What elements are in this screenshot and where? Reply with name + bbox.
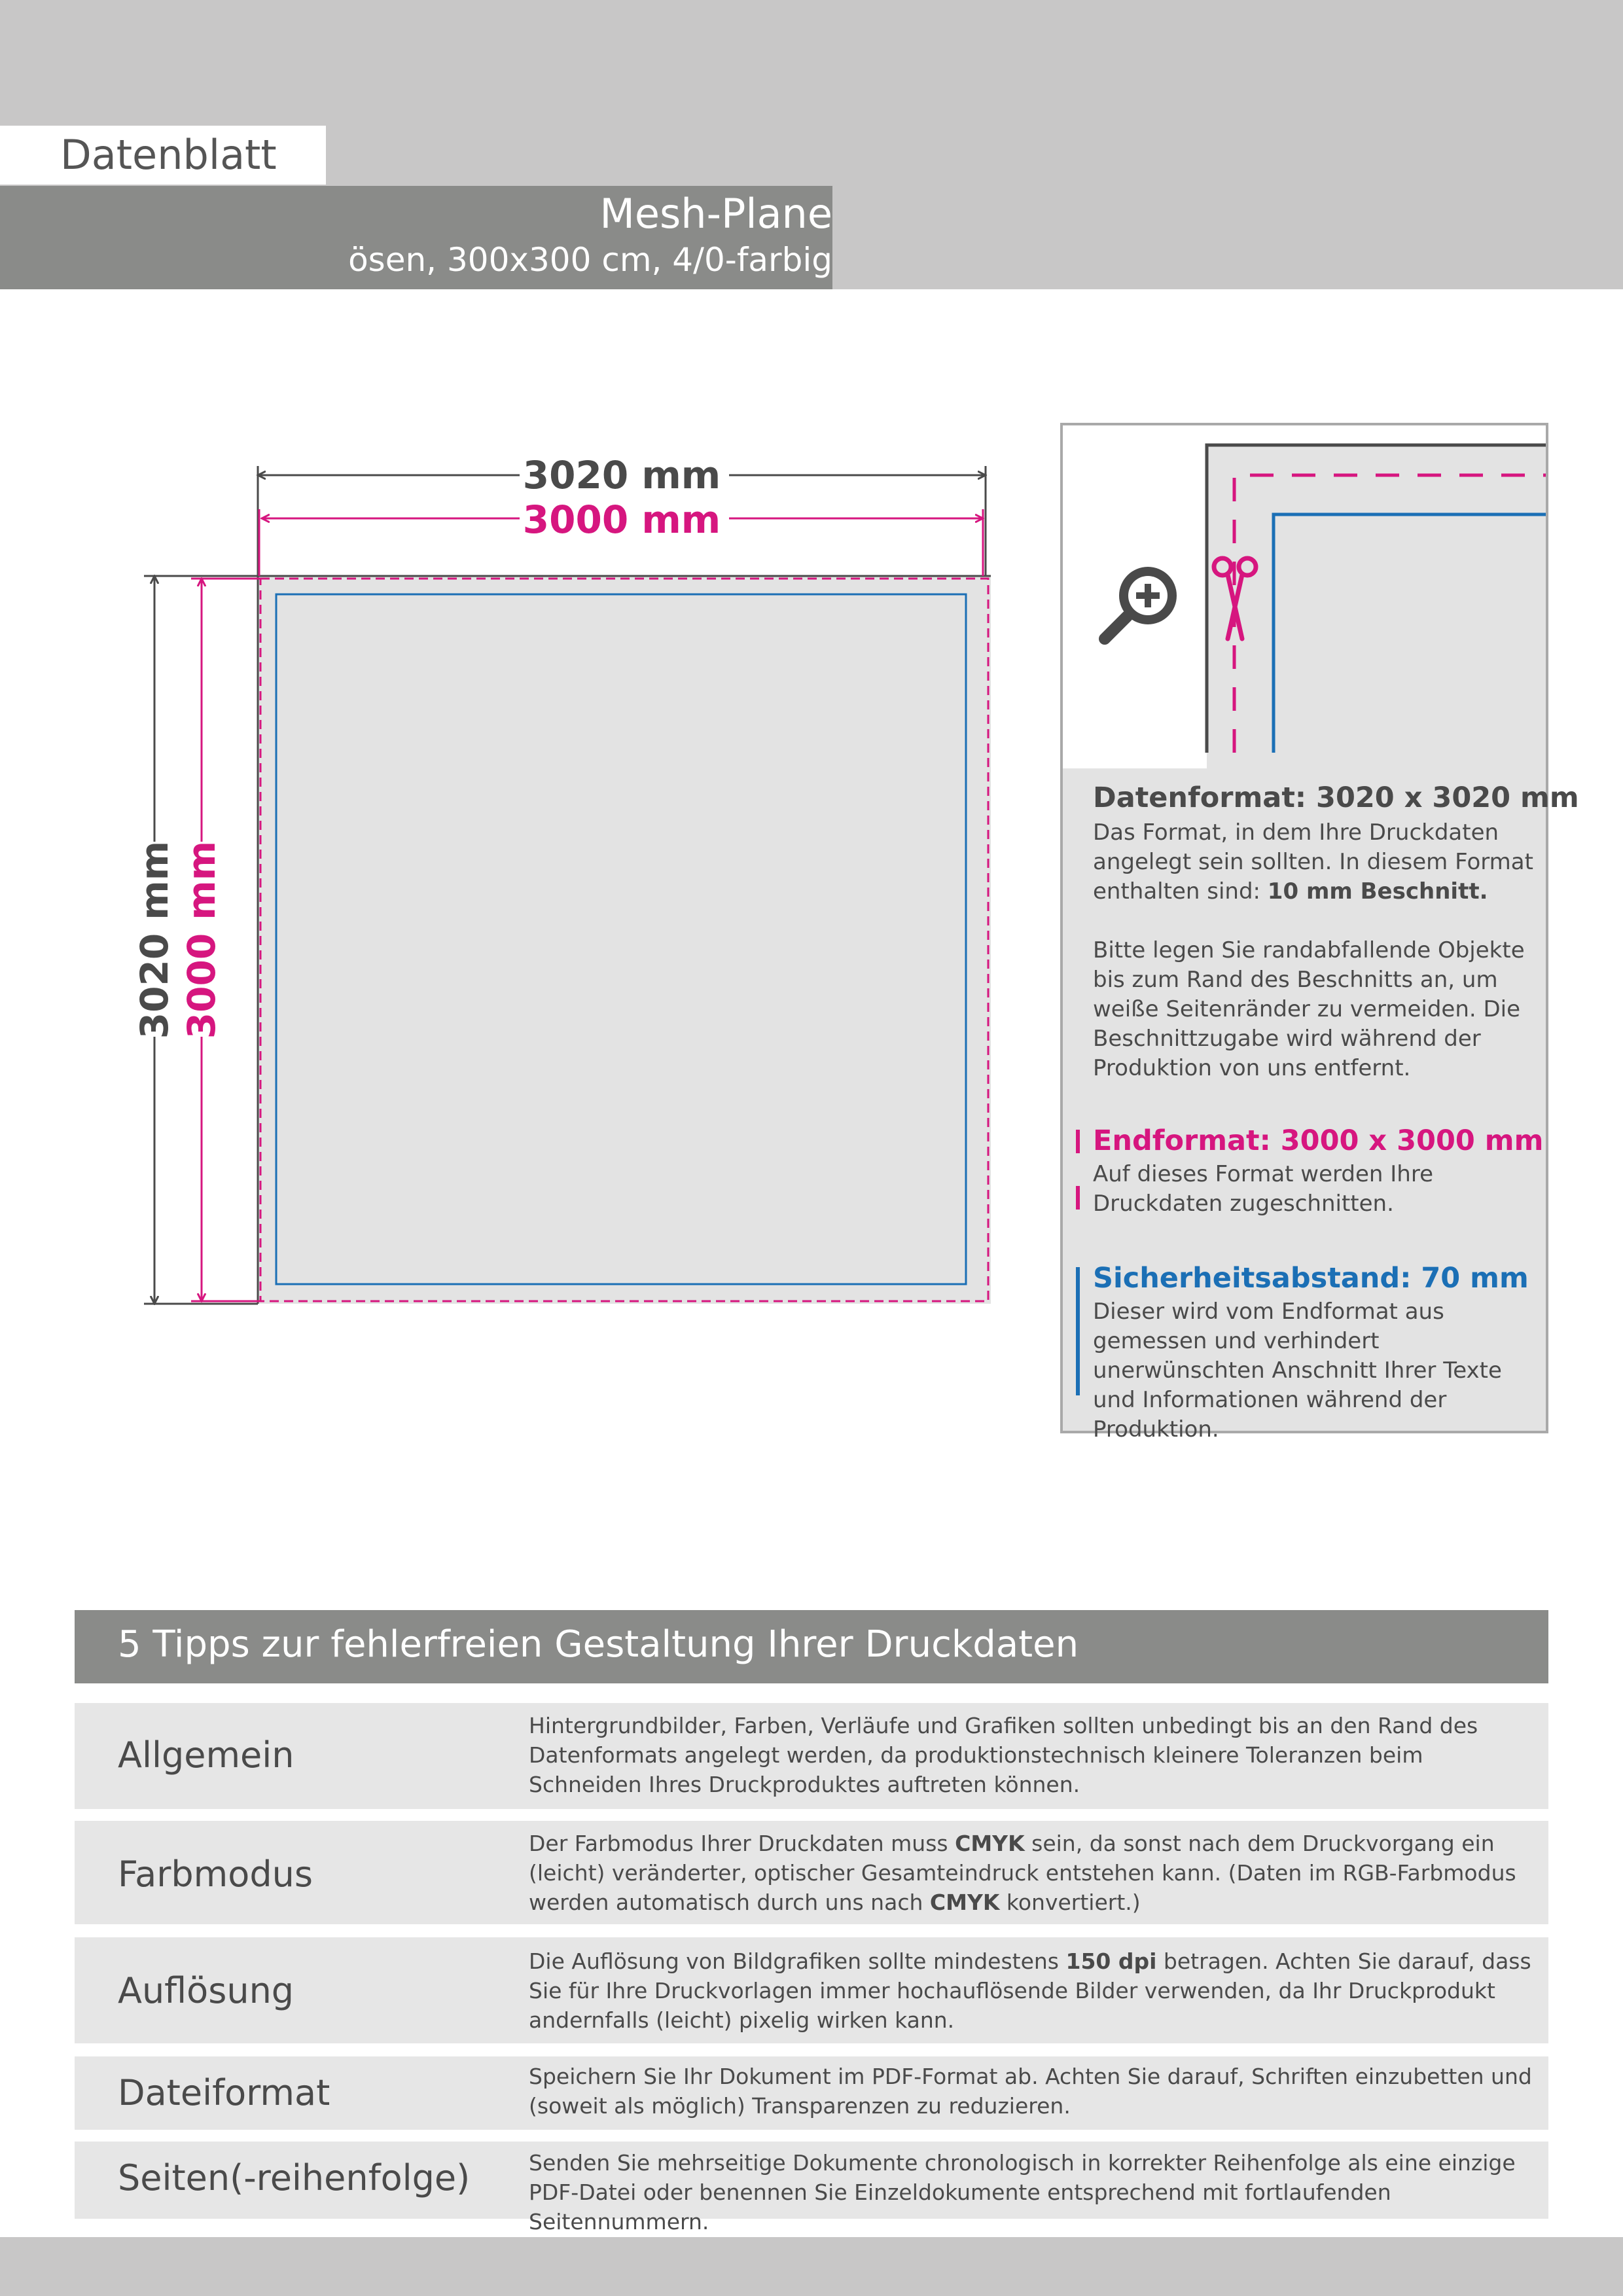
info-panel bbox=[1060, 768, 1579, 1443]
tip-row-farbmodus bbox=[75, 1821, 1548, 1924]
tip-row-allgemein bbox=[75, 1703, 1548, 1809]
safety-text: Dieser wird vom Endformat aus gemessen und verhindert unerwünschten Anschnitt Ihrer Texte und Informationen während der Produktion. bbox=[1093, 1299, 1502, 1443]
tip-label: Dateiformat bbox=[118, 2072, 330, 2113]
datenformat-title: Datenformat: 3020 x 3020 mm bbox=[1093, 781, 1579, 814]
tips-title: 5 Tipps zur fehlerfreien Gestaltung Ihrer Druckdaten bbox=[118, 1623, 1079, 1666]
safety-marker bbox=[1076, 1267, 1080, 1395]
tip-text: Die Auflösung von Bildgrafiken sollte mindestens 150 dpi betragen. Achten Sie darauf, dass Sie für Ihre Druckvorlagen immer hochauflösende Bilder verwenden, da Ihr Druckprodukt andernfalls (leicht) pixelig wirken kann. bbox=[529, 1948, 1531, 2033]
tip-row-seiten bbox=[75, 2142, 1548, 2234]
final-width-label: 3000 mm bbox=[522, 497, 721, 542]
format-diagram bbox=[118, 445, 1008, 1322]
product-subtitle: ösen, 300x300 cm, 4/0-farbig bbox=[348, 241, 832, 279]
datenformat-text: Das Format, in dem Ihre Druckdaten angelegt sein sollten. In diesem Format enthalten sind: 10 mm Beschnitt. bbox=[1093, 819, 1533, 905]
data-height-label: 3020 mm bbox=[132, 840, 177, 1039]
data-width-label: 3020 mm bbox=[522, 453, 721, 497]
endformat-marker bbox=[1076, 1130, 1080, 1153]
tips-header bbox=[75, 1610, 1548, 1683]
tip-row-dateiformat bbox=[75, 2056, 1548, 2130]
product-name: Mesh-Plane bbox=[599, 190, 832, 238]
endformat-marker bbox=[1076, 1186, 1080, 1210]
safety-title: Sicherheitsabstand: 70 mm bbox=[1093, 1262, 1529, 1295]
zoom-plus-icon bbox=[1105, 567, 1177, 639]
tip-label: Farbmodus bbox=[118, 1854, 313, 1895]
footer-band bbox=[0, 2237, 1623, 2296]
doc-title: Datenblatt bbox=[60, 131, 277, 179]
datenformat-text-2: Bitte legen Sie randabfallende Objekte bis zum Rand des Beschnitts an, um weiße Seitenränder zu vermeiden. Die Beschnittzugabe wird während der Produktion von uns entfernt. bbox=[1093, 937, 1525, 1081]
endformat-text: Auf dieses Format werden Ihre Druckdaten zugeschnitten. bbox=[1093, 1161, 1433, 1217]
tip-text: Der Farbmodus Ihrer Druckdaten muss CMYK sein, da sonst nach dem Druckvorgang ein (leicht) veränderter, optischer Gesamteindruck entstehen kann. (Daten im RGB-Farbmodus werden automatisch durch uns nach CMYK konvertiert.) bbox=[529, 1831, 1516, 1915]
tip-text: Senden Sie mehrseitige Dokumente chronologisch in korrekter Reihenfolge als eine einzige PDF-Datei oder benennen Sie Einzeldokumente entsprechend mit fortlaufenden Seitennummern. bbox=[529, 2150, 1516, 2234]
endformat-title: Endformat: 3000 x 3000 mm bbox=[1093, 1124, 1544, 1157]
tip-text: Speichern Sie Ihr Dokument im PDF-Format ab. Achten Sie darauf, Schriften einzubetten und (soweit als möglich) Transparenzen zu reduzieren. bbox=[529, 2064, 1532, 2119]
final-height-label: 3000 mm bbox=[179, 840, 224, 1039]
tip-label: Seiten(-reihenfolge) bbox=[118, 2157, 471, 2198]
tip-label: Allgemein bbox=[118, 1734, 294, 1776]
tip-row-aufloesung bbox=[75, 1937, 1548, 2043]
data-format-area bbox=[258, 576, 991, 1304]
tip-text: Hintergrundbilder, Farben, Verläufe und Grafiken sollten unbedingt bis an den Rand des Datenformats angelegt werden, da produktionstechnisch kleinere Toleranzen beim Schneiden Ihres Druckproduktes auftreten können. bbox=[529, 1713, 1478, 1797]
tip-label: Auflösung bbox=[118, 1970, 294, 2011]
zoom-detail-panel bbox=[1060, 423, 1548, 771]
